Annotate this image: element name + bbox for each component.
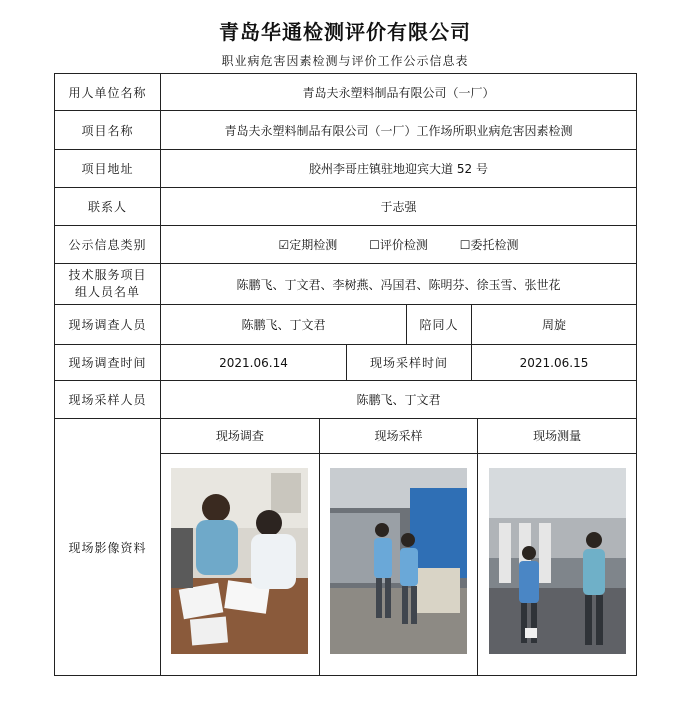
project-address-label: 项目地址 bbox=[55, 150, 161, 188]
company-title: 青岛华通检测评价有限公司 bbox=[219, 20, 471, 44]
sampling-staff-label: 现场采样人员 bbox=[55, 381, 161, 419]
row-contact bbox=[55, 188, 637, 226]
row-employer bbox=[55, 74, 637, 111]
row-project-address bbox=[55, 150, 637, 188]
row-team bbox=[55, 264, 637, 305]
photo-head-sampling: 现场采样 bbox=[319, 419, 477, 453]
category-options bbox=[161, 226, 637, 264]
team-label: 技术服务项目 组人员名单 bbox=[55, 264, 161, 305]
row-project-name bbox=[55, 111, 637, 150]
option-evaluation[interactable]: ☐评价检测 bbox=[369, 238, 428, 252]
row-sampling-staff bbox=[55, 381, 637, 419]
employer-label: 用人单位名称 bbox=[55, 74, 161, 111]
survey-time-value: 2021.06.14 bbox=[161, 345, 347, 381]
unchecked-box-icon: ☐ bbox=[369, 238, 380, 252]
photo-head-measure: 现场测量 bbox=[478, 419, 636, 453]
contact-label: 联系人 bbox=[55, 188, 161, 226]
checked-box-icon: ☑ bbox=[278, 238, 290, 252]
project-name-value: 青岛夫永塑料制品有限公司（一厂）工作场所职业病危害因素检测 bbox=[161, 111, 637, 150]
row-category bbox=[55, 226, 637, 264]
project-name-label: 项目名称 bbox=[55, 111, 161, 150]
team-value: 陈鹏飞、丁文君、李树燕、冯国君、陈明芬、徐玉雪、张世花 bbox=[161, 264, 637, 305]
option-periodic[interactable]: ☑定期检测 bbox=[278, 238, 338, 252]
row-photos bbox=[55, 419, 637, 676]
form-subtitle: 职业病危害因素检测与评价工作公示信息表 bbox=[221, 54, 469, 68]
survey-staff-value: 陈鹏飞、丁文君 bbox=[161, 305, 407, 345]
sampling-time-label: 现场采样时间 bbox=[347, 345, 472, 381]
sampling-photo bbox=[330, 468, 467, 654]
contact-value: 于志强 bbox=[161, 188, 637, 226]
category-label: 公示信息类别 bbox=[55, 226, 161, 264]
escort-label: 陪同人 bbox=[407, 305, 472, 345]
project-address-value: 胶州李哥庄镇驻地迎宾大道 52 号 bbox=[161, 150, 637, 188]
photo-head-survey: 现场调查 bbox=[161, 419, 319, 453]
photos-area bbox=[161, 419, 637, 676]
option-commissioned[interactable]: ☐委托检测 bbox=[459, 238, 519, 252]
survey-photo bbox=[171, 468, 308, 654]
unchecked-box-icon: ☐ bbox=[459, 238, 471, 252]
photos-label: 现场影像资料 bbox=[55, 419, 161, 676]
info-table bbox=[54, 73, 637, 676]
survey-time-label: 现场调查时间 bbox=[55, 345, 161, 381]
sampling-time-value: 2021.06.15 bbox=[472, 345, 637, 381]
escort-value: 周旋 bbox=[472, 305, 637, 345]
survey-staff-label: 现场调查人员 bbox=[55, 305, 161, 345]
row-times bbox=[55, 345, 637, 381]
sampling-staff-value: 陈鹏飞、丁文君 bbox=[161, 381, 637, 419]
measurement-photo bbox=[489, 468, 626, 654]
employer-value: 青岛夫永塑料制品有限公司（一厂） bbox=[161, 74, 637, 111]
row-survey-staff bbox=[55, 305, 637, 345]
